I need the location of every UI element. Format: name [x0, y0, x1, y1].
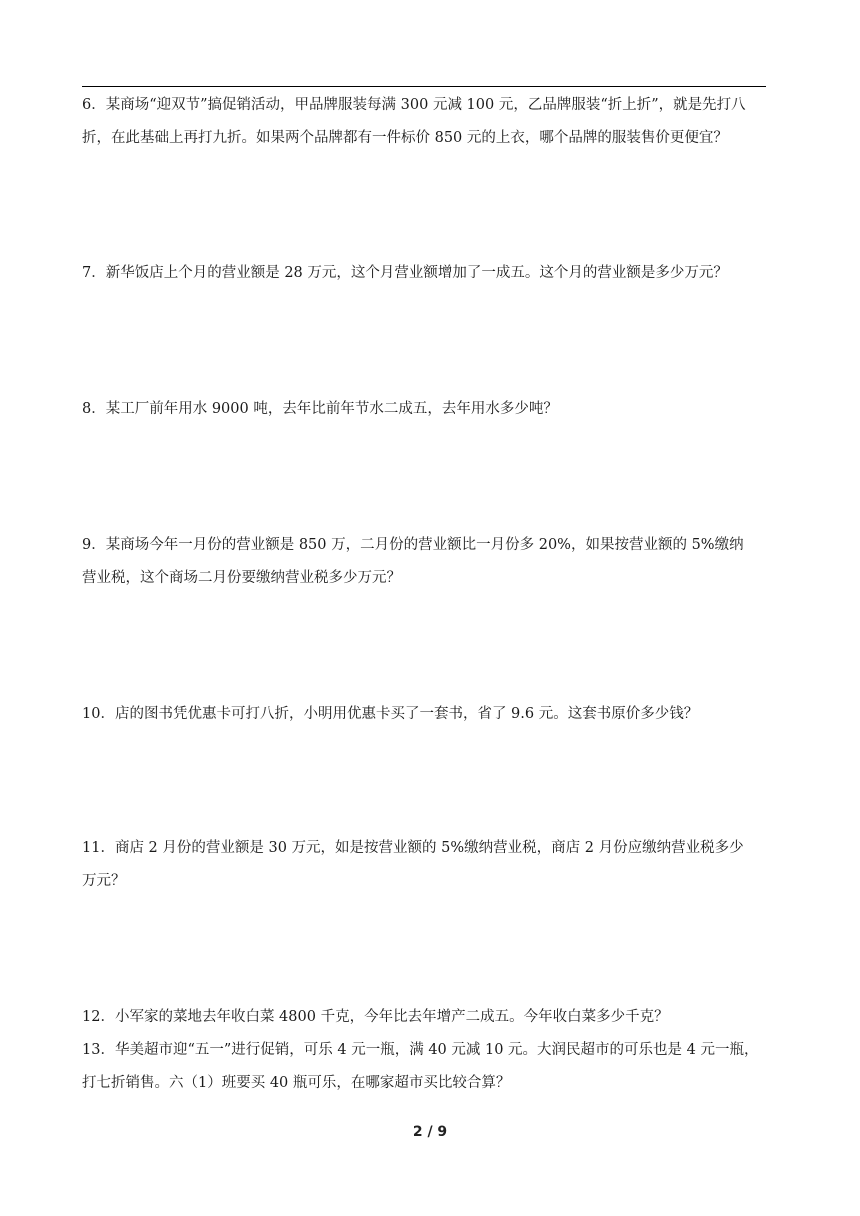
question-line: 折，在此基础上再打九折。如果两个品牌都有一件标价 850 元的上衣，哪个品牌的服装售价更便宜？ — [82, 130, 728, 146]
question-7 — [82, 257, 782, 290]
page-number: 2 / 9 — [412, 1124, 448, 1140]
question-line: 12．小军家的菜地去年收白菜 4800 千克，今年比去年增产二成五。今年收白菜多少千克？ — [82, 1009, 669, 1025]
question-11 — [82, 832, 782, 898]
question-line: 7．新华饭店上个月的营业额是 28 万元，这个月营业额增加了一成五。这个月的营业额是多少万元？ — [82, 265, 728, 281]
question-10 — [82, 698, 782, 731]
question-line: 6．某商场“迎双节”搞促销活动，甲品牌服装每满 300 元减 100 元，乙品牌服装“折上折”，就是先打八 — [82, 97, 746, 113]
question-line: 营业税，这个商场二月份要缴纳营业税多少万元？ — [82, 570, 401, 586]
question-9 — [82, 529, 782, 595]
question-12 — [82, 1001, 782, 1034]
question-line: 万元？ — [82, 873, 126, 889]
question-13 — [82, 1034, 782, 1100]
header-rule — [82, 86, 766, 87]
question-line: 打七折销售。六（1）班要买 40 瓶可乐，在哪家超市买比较合算？ — [82, 1075, 511, 1091]
question-line: 9．某商场今年一月份的营业额是 850 万，二月份的营业额比一月份多 20%，如果按营业额的 5%缴纳 — [82, 537, 744, 553]
question-line: 8．某工厂前年用水 9000 吨，去年比前年节水二成五，去年用水多少吨？ — [82, 401, 558, 417]
question-line: 10．店的图书凭优惠卡可打八折，小明用优惠卡买了一套书，省了 9.6 元。这套书原价多少钱？ — [82, 706, 699, 722]
question-line: 13．华美超市迎“五一”进行促销，可乐 4 元一瓶，满 40 元减 10 元。大润民超市的可乐也是 4 元一瓶， — [82, 1042, 759, 1058]
question-line: 11．商店 2 月份的营业额是 30 万元，如是按营业额的 5%缴纳营业税，商店 2 月份应缴纳营业税多少 — [82, 840, 744, 856]
question-6 — [82, 89, 782, 155]
question-8 — [82, 393, 782, 426]
